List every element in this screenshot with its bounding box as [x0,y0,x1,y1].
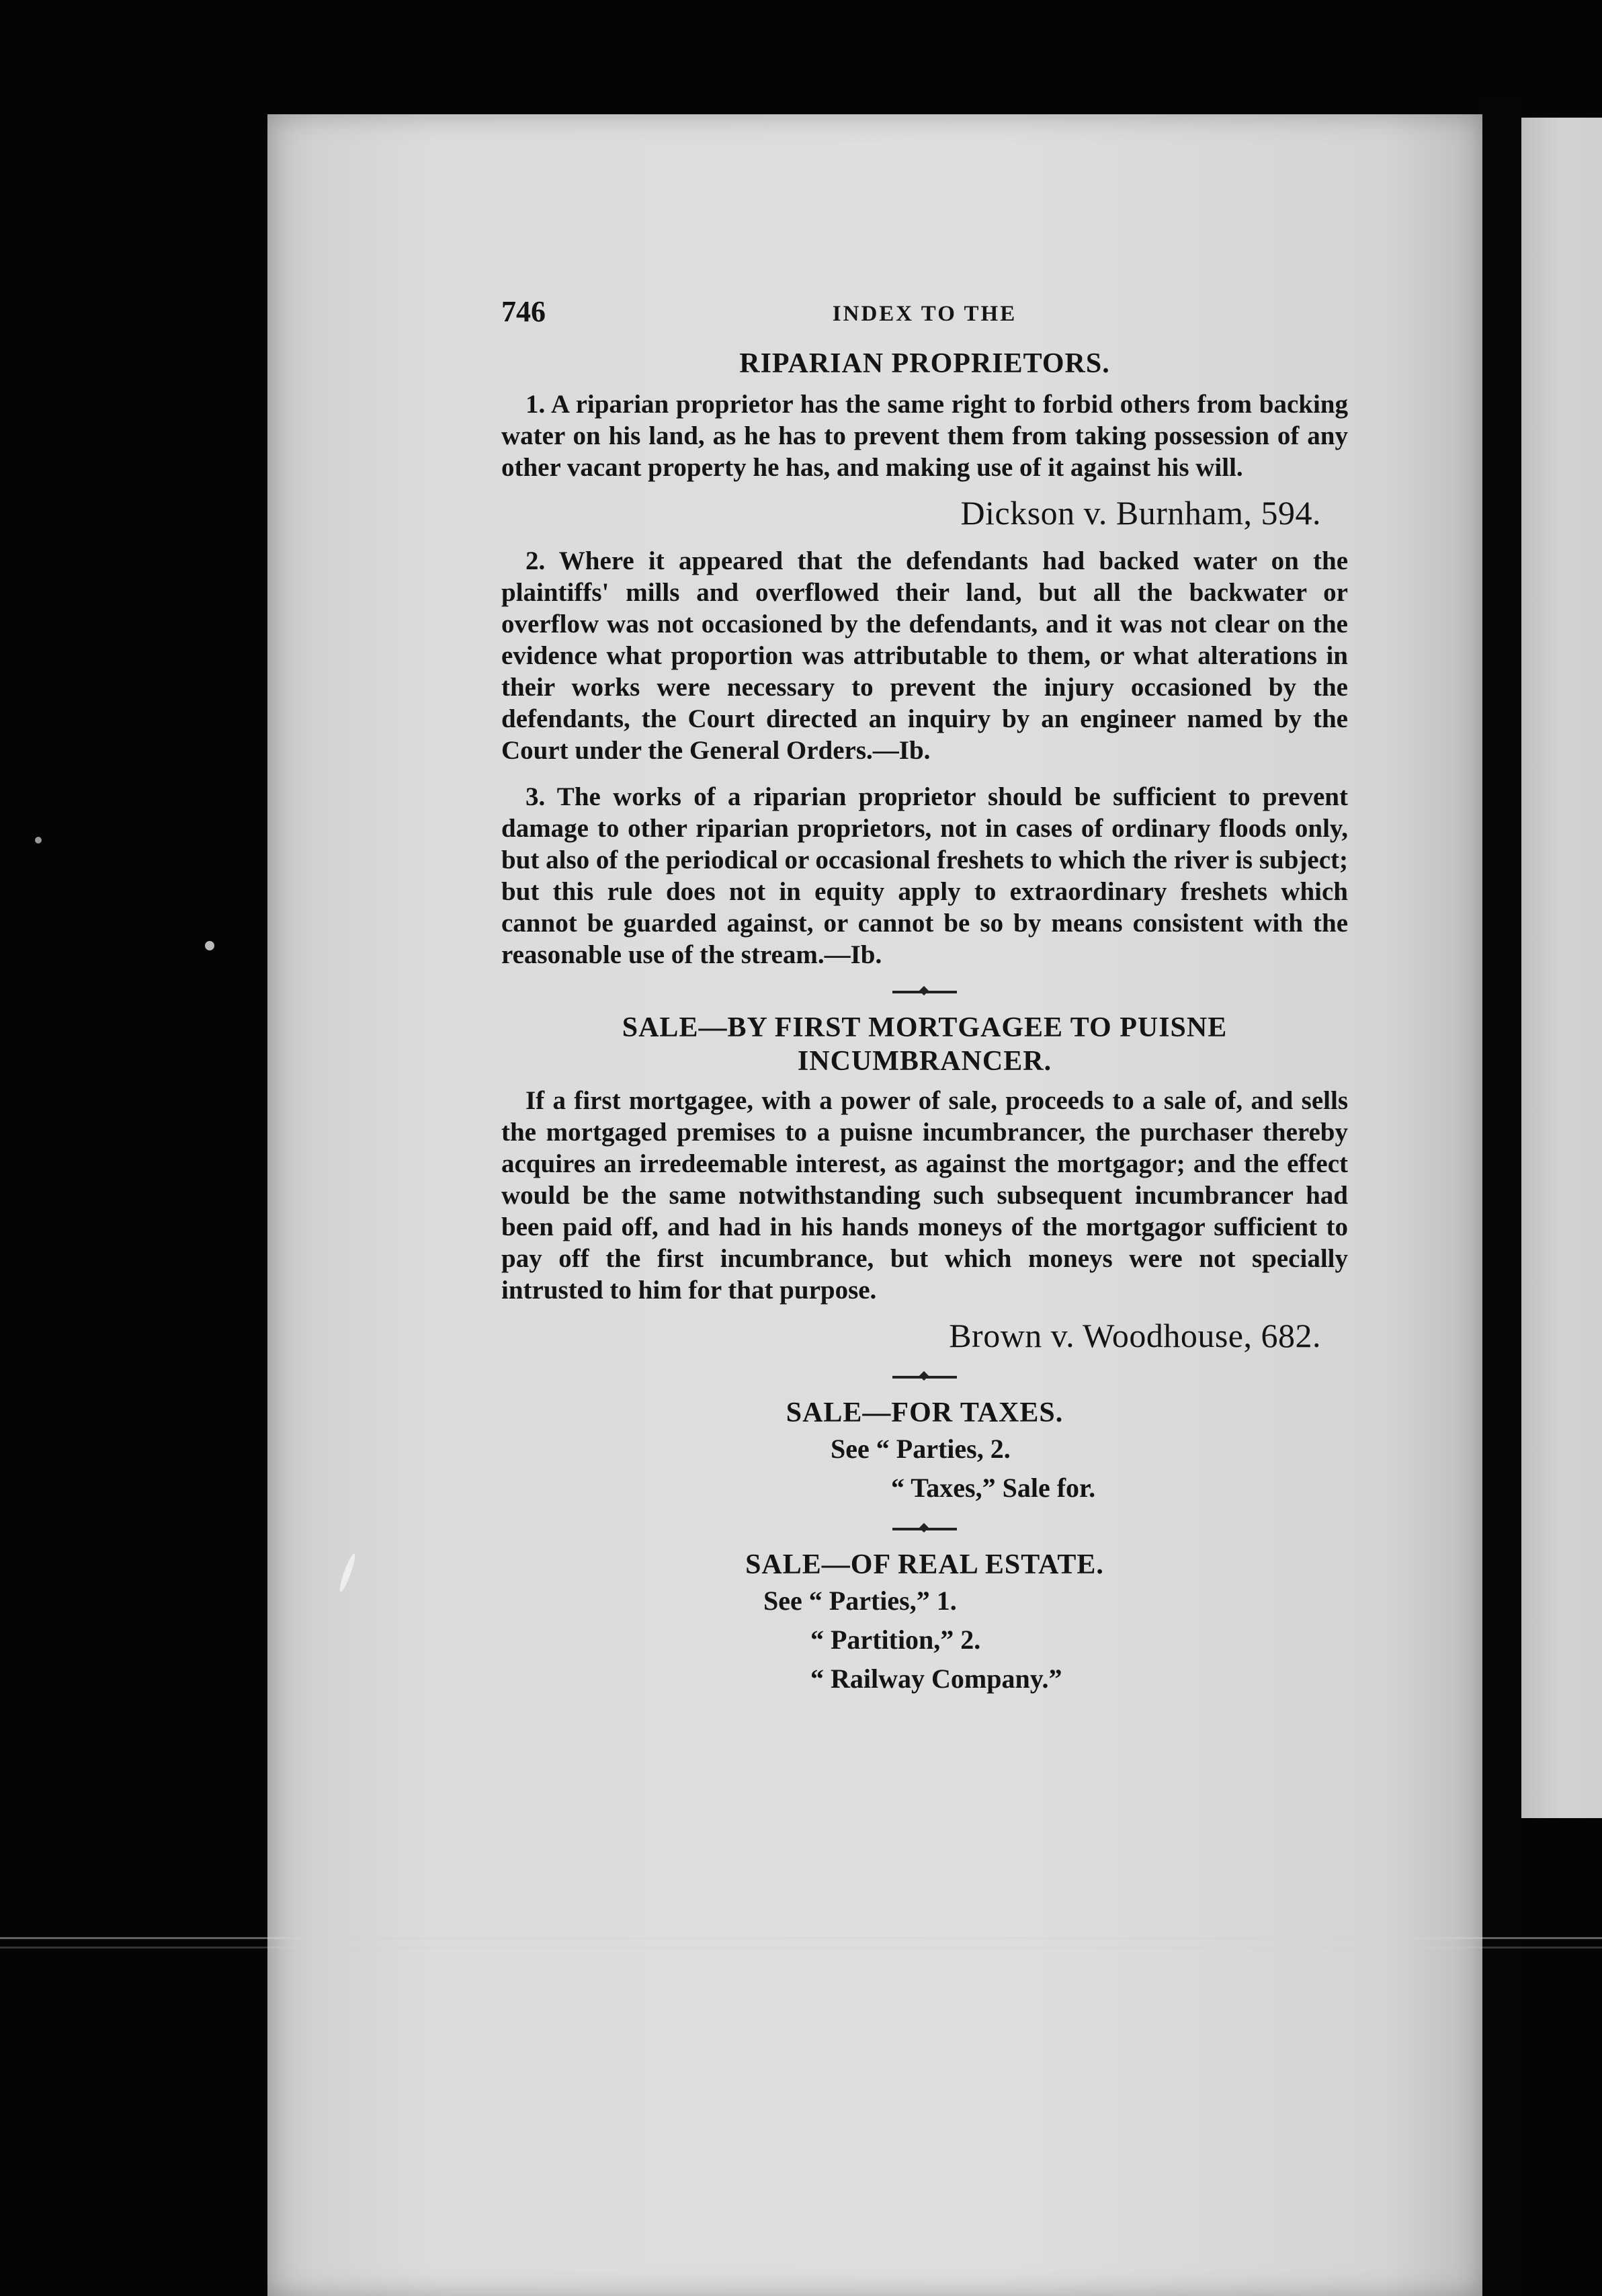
scan-speck [35,837,42,844]
paragraph-sale-mortgagee: If a first mortgagee, with a power of sale, proceeds to a sale of, and sells the mortgaged premises to a puisne incumbrancer, the purchaser thereby acquires an irredeemable interest, as against the mortgagor; and the effect would be the same notwithstanding such subsequent incumbrancer had been paid off, and had in his hands moneys of the mortgagor sufficient to pay off the first incumbrance, but which moneys were not specially intrusted to him for that purpose. [501,1086,1348,1305]
cross-reference-line: “ Taxes,” Sale for. [891,1473,1096,1503]
cross-reference-block [831,1430,1348,1508]
cross-reference-line: See “ Parties, 2. [831,1434,1011,1464]
section-divider [501,991,1348,993]
page-number: 746 [501,295,546,328]
section-heading-sale-mortgagee-line2: INCUMBRANCER. [797,1046,1052,1077]
case-citation-dickson: Dickson v. Burnham, 594. [960,494,1321,532]
cross-reference-line: See “ Parties,” 1. [763,1586,957,1616]
cross-reference-block [763,1582,1348,1698]
cross-reference-line: “ Railway Company.” [810,1664,1062,1694]
section-heading-sale-mortgagee-line1: SALE—BY FIRST MORTGAGEE TO PUISNE [622,1012,1228,1043]
case-citation-brown: Brown v. Woodhouse, 682. [949,1317,1321,1354]
scan-artifact-line [0,1946,1602,1949]
running-head [501,296,1348,336]
paragraph-riparian-2: 2. Where it appeared that the defendants had backed water on the plaintiffs' mills and overflowed their land, but all the backwater or overflow was not occasioned by the defendants, and it was not clear on the evidence what proportion was attributable to them, or what alterations in their works were necessary to prevent the injury occasioned by the defendants, the Court directed an inquiry by an engineer named by the Court under the General Orders.—Ib. [501,546,1348,765]
facing-page-edge [1521,118,1602,1818]
paragraph-riparian-1: 1. A riparian proprietor has the same right to forbid others from backing water on his land, as he has to prevent them from taking possession of any other vacant property he has, and making use of it against his will. [501,390,1348,482]
paragraph-riparian-3: 3. The works of a riparian proprietor should be sufficient to prevent damage to other riparian proprietors, not in cases of ordinary floods only, but also of the periodical or occasional freshets to which the river is subject; but this rule does not in equity apply to extraordinary freshets which cannot be guarded against, or cannot be so by means consistent with the reasonable use of the stream.—Ib. [501,782,1348,969]
section-divider [501,1528,1348,1530]
section-heading-sale-taxes: SALE—FOR TAXES. [786,1397,1064,1428]
page-gutter [1482,101,1521,2296]
scan-speck [205,941,214,950]
section-heading-riparian: RIPARIAN PROPRIETORS. [739,348,1110,379]
cross-reference-line: “ Partition,” 2. [810,1625,981,1655]
section-divider [501,1376,1348,1379]
scan-artifact-line [0,1937,1602,1939]
page-text [501,296,1348,1698]
running-title: INDEX TO THE [832,302,1017,326]
section-heading-sale-real-estate: SALE—OF REAL ESTATE. [745,1549,1104,1580]
